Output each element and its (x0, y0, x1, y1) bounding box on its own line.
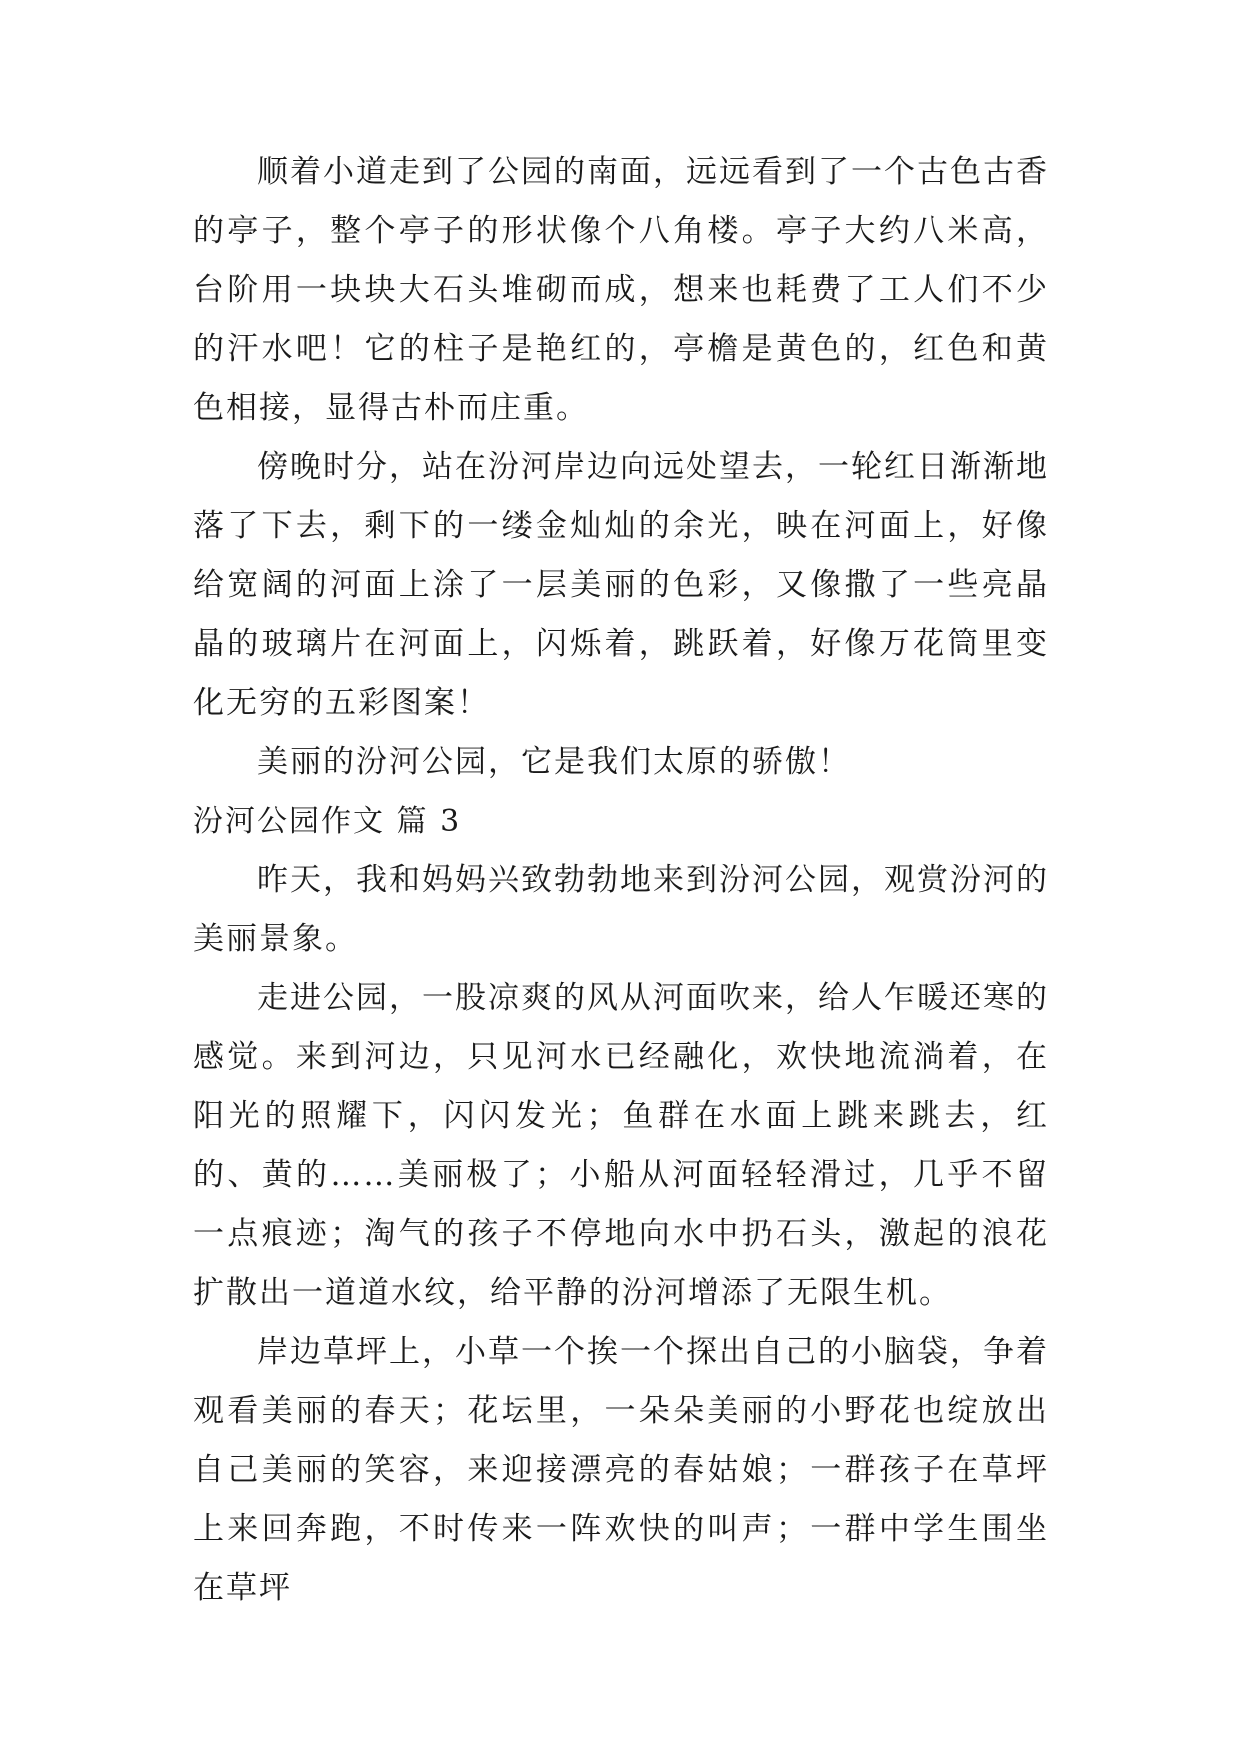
paragraph-pavilion: 顺着小道走到了公园的南面，远远看到了一个古色古香的亭子，整个亭子的形状像个八角楼。亭子大约八米高，台阶用一块块大石头堆砌而成，想来也耗费了工人们不少的汗水吧！它的柱子是艳红的，亭檐是黄色的，红色和黄色相接，显得古朴而庄重。 (193, 154, 1049, 426)
section-heading: 汾河公园作文 篇 3 (193, 804, 462, 839)
paragraph-sunset: 傍晚时分，站在汾河岸边向远处望去，一轮红日渐渐地落了下去，剩下的一缕金灿灿的余光，映在河面上，好像给宽阔的河面上涂了一层美丽的色彩，又像撒了一些亮晶晶的玻璃片在河面上，闪烁着，跳跃着，好像万花筒里变化无穷的五彩图案！ (193, 449, 1049, 721)
paragraph-visit: 昨天，我和妈妈兴致勃勃地来到汾河公园，观赏汾河的美丽景象。 (193, 862, 1049, 957)
document-body (193, 143, 1049, 1618)
paragraph-river: 走进公园，一股凉爽的风从河面吹来，给人乍暖还寒的感觉。来到河边，只见河水已经融化，欢快地流淌着，在阳光的照耀下，闪闪发光；鱼群在水面上跳来跳去，红的、黄的……美丽极了；小船从河面轻轻滑过，几乎不留一点痕迹；淘气的孩子不停地向水中扔石头，激起的浪花扩散出一道道水纹，给平静的汾河增添了无限生机。 (193, 980, 1049, 1311)
paragraph-lawn: 岸边草坪上，小草一个挨一个探出自己的小脑袋，争着观看美丽的春天；花坛里，一朵朵美丽的小野花也绽放出自己美丽的笑容，来迎接漂亮的春姑娘；一群孩子在草坪上来回奔跑，不时传来一阵欢快的叫声；一群中学生围坐在草坪 (193, 1334, 1049, 1606)
paragraph-pride: 美丽的汾河公园，它是我们太原的骄傲！ (257, 744, 851, 780)
